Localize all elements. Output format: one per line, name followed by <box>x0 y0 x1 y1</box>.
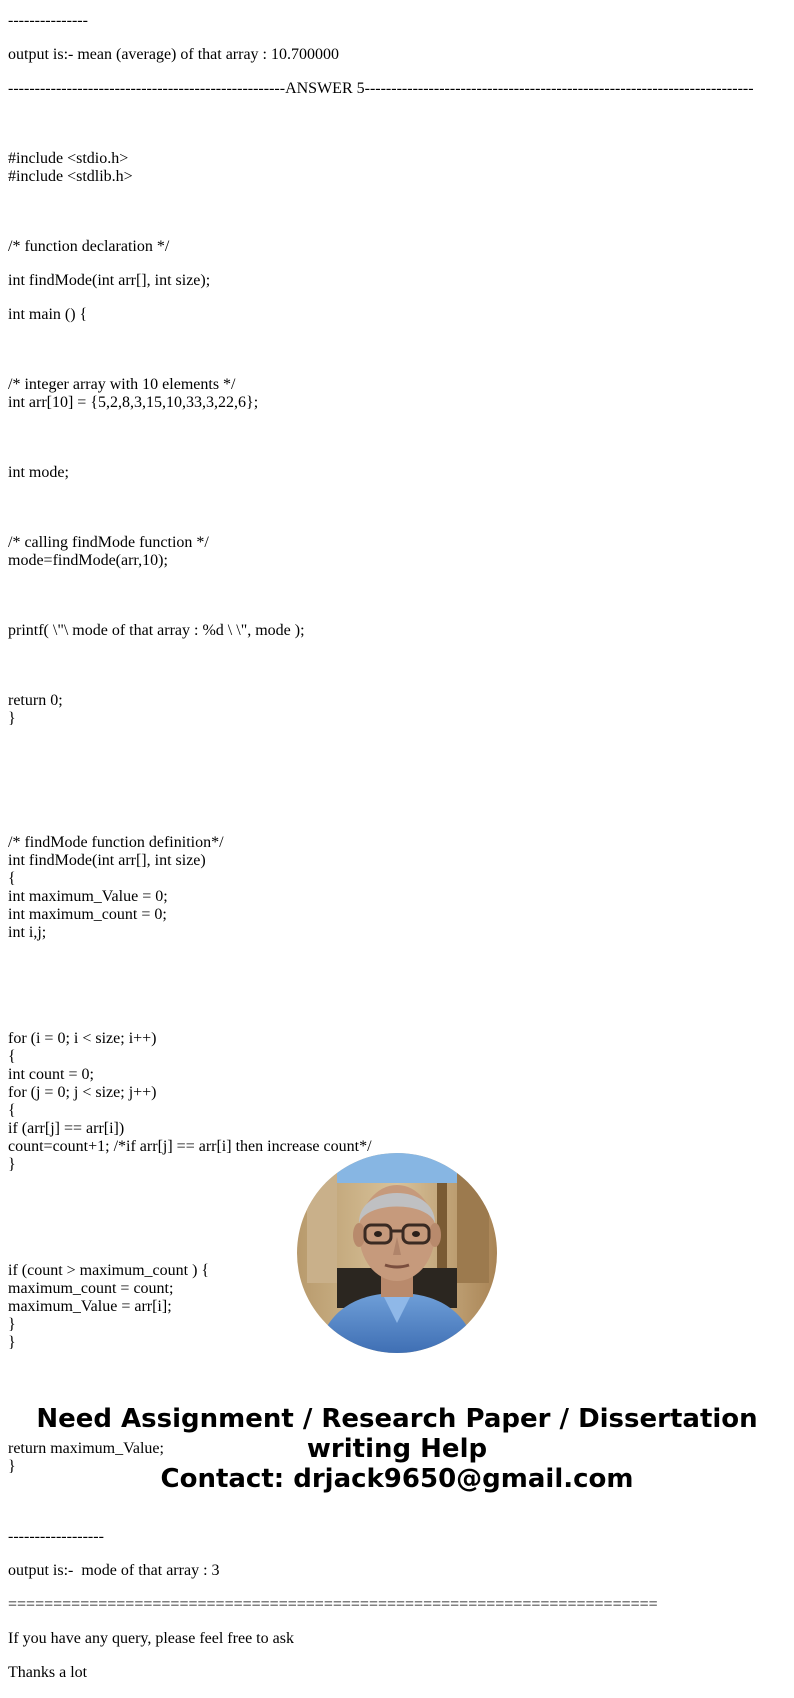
separator-line: --------------- <box>8 12 88 29</box>
code-array-block: /* integer array with 10 elements */ int arr[10] = {5,2,8,3,15,10,33,3,22,6}; <box>8 376 259 411</box>
code-main-signature: int main () { <box>8 306 88 323</box>
query-note: If you have any query, please feel free to ask <box>8 1630 294 1647</box>
promo-line-2: writing Help <box>306 1434 488 1464</box>
promo-banner <box>0 1404 794 1494</box>
thanks-note: Thanks a lot <box>8 1664 88 1681</box>
code-function-definition: /* findMode function definition*/ int findMode(int arr[], int size) { int maximum_Value = 0; int maximum_count = 0; int i,j; <box>8 834 224 941</box>
separator-line: ------------------ <box>8 1528 104 1545</box>
code-declaration: int findMode(int arr[], int size); <box>8 272 211 289</box>
output-mean-text: output is:- mean (average) of that array : 10.700000 <box>8 46 339 63</box>
promo-line-1: Need Assignment / Research Paper / Dissertation <box>36 1404 758 1434</box>
code-mode-var: int mode; <box>8 464 69 481</box>
code-includes: #include <stdio.h> #include <stdlib.h> <box>8 150 133 185</box>
code-return-block: return 0; } <box>8 692 63 727</box>
author-photo-icon <box>297 1153 497 1353</box>
code-printf: printf( \"\ mode of that array : %d \ \", mode ); <box>8 622 305 639</box>
code-comment: /* function declaration */ <box>8 238 170 255</box>
code-return-max: return maximum_Value; } <box>8 1440 164 1475</box>
double-separator-line: ======================================================================== <box>8 1596 658 1613</box>
code-loop-block: for (i = 0; i < size; i++) { int count = 0; for (j = 0; j < size; j++) { if (arr[j] == arr[i]) count=count+1; /*if arr[j] == arr[i] then increase count*/ } <box>8 1030 372 1173</box>
code-call-block: /* calling findMode function */ mode=findMode(arr,10); <box>8 534 209 569</box>
answer-heading: ----------------------------------------------------ANSWER 5------------------------------------------------------------------------- <box>8 80 754 97</box>
output-mode-text: output is:- mode of that array : 3 <box>8 1562 220 1579</box>
code-compare-block: if (count > maximum_count ) { maximum_count = count; maximum_Value = arr[i]; } } <box>8 1262 210 1351</box>
promo-contact: Contact: drjack9650@gmail.com <box>160 1464 634 1494</box>
